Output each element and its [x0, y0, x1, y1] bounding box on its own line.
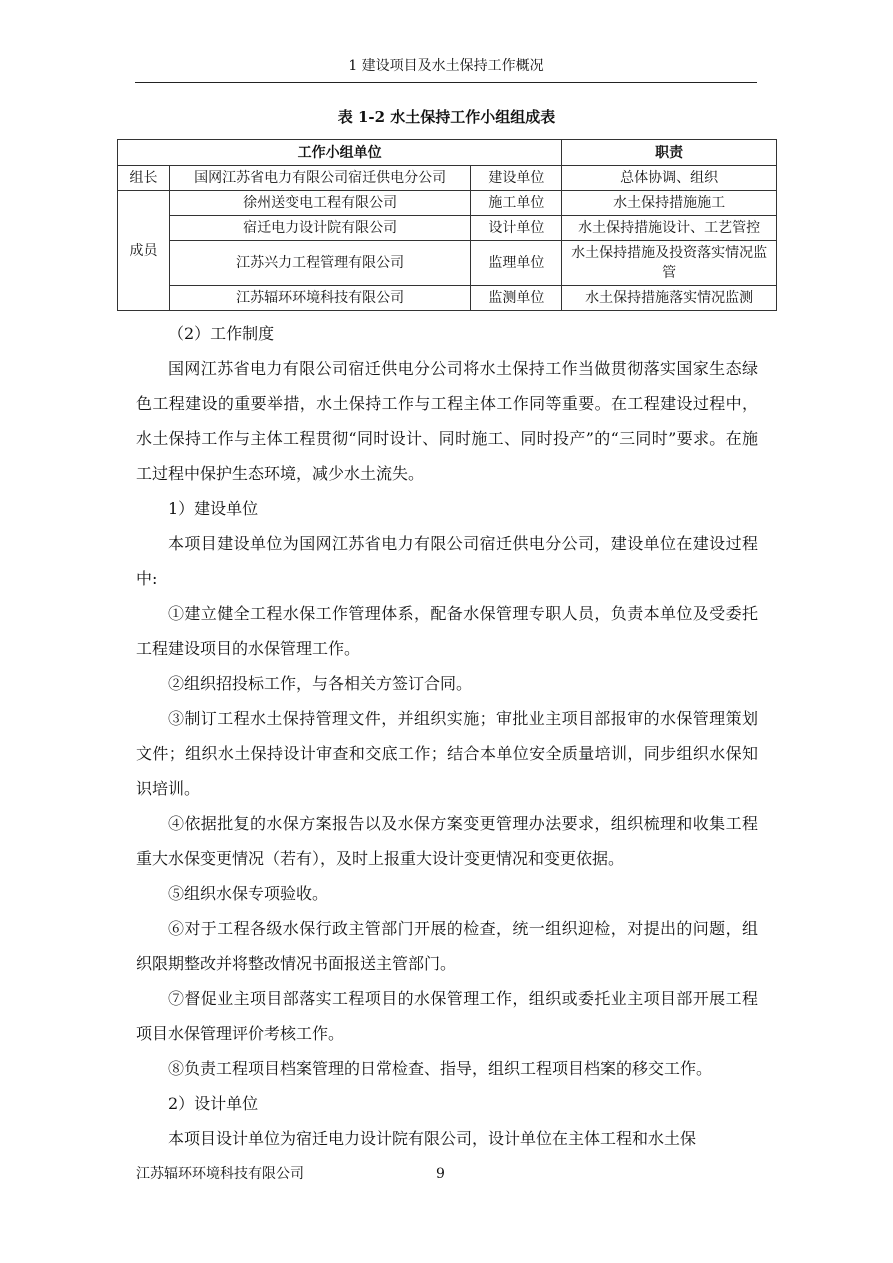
- table-row: [118, 216, 777, 241]
- unit-type-cell: 建设单位: [471, 166, 562, 191]
- list-item: ⑧负责工程项目档案管理的日常检查、指导，组织工程项目档案的移交工作。: [168, 1059, 713, 1078]
- paragraph: 国网江苏省电力有限公司宿迁供电分公司将水土保持工作当做贯彻落实国家生态绿色工程建设的重要举措，水土保持工作与工程主体工作同等重要。在工程建设过程中，水土保持工作与主体工程贯彻“同时设计、同时施工、同时投产”的“三同时”要求。在施工过程中保护生态环境，减少水土流失。: [136, 359, 758, 483]
- body-text: [136, 316, 758, 1156]
- unit-type-cell: 监理单位: [471, 241, 562, 286]
- footer-company: 江苏辐环环境科技有限公司: [136, 1166, 304, 1182]
- list-item: ⑦督促业主项目部落实工程项目的水保管理工作，组织或委托业主项目部开展工程项目水保管理评价考核工作。: [136, 989, 758, 1043]
- company-cell: 国网江苏省电力有限公司宿迁供电分公司: [169, 166, 470, 191]
- list-item: ①建立健全工程水保工作管理体系，配备水保管理专职人员，负责本单位及受委托工程建设项目的水保管理工作。: [136, 604, 758, 658]
- table-row: [118, 241, 777, 286]
- table-row: [118, 191, 777, 216]
- subheading-construction-unit: 1）建设单位: [168, 499, 259, 518]
- page-header: 1 建设项目及水土保持工作概况: [348, 58, 544, 74]
- page-number: 9: [436, 1166, 445, 1182]
- header-unit: 工作小组单位: [118, 140, 562, 166]
- table-header-row: [118, 140, 777, 166]
- subheading-design-unit: 2）设计单位: [168, 1094, 259, 1113]
- duty-cell: 总体协调、组织: [562, 166, 777, 191]
- paragraph: 本项目设计单位为宿迁电力设计院有限公司，设计单位在主体工程和水土保: [168, 1129, 697, 1148]
- unit-type-cell: 设计单位: [471, 216, 562, 241]
- company-cell: 宿迁电力设计院有限公司: [169, 216, 470, 241]
- table-row: [118, 166, 777, 191]
- role-member: 成员: [118, 191, 170, 311]
- list-item: ②组织招投标工作，与各相关方签订合同。: [168, 674, 473, 693]
- table-caption: 表 1-2 水土保持工作小组组成表: [337, 108, 556, 126]
- unit-type-cell: 监测单位: [471, 286, 562, 311]
- paragraph: 本项目建设单位为国网江苏省电力有限公司宿迁供电分公司，建设单位在建设过程中:: [136, 534, 758, 588]
- header-duty: 职责: [562, 140, 777, 166]
- section-heading-work-system: （2）工作制度: [168, 324, 275, 343]
- duty-cell: 水土保持措施施工: [562, 191, 777, 216]
- company-cell: 江苏辐环环境科技有限公司: [169, 286, 470, 311]
- list-item: ④依据批复的水保方案报告以及水保方案变更管理办法要求，组织梳理和收集工程重大水保变更情况（若有），及时上报重大设计变更情况和变更依据。: [136, 814, 758, 868]
- list-item: ⑥对于工程各级水保行政主管部门开展的检查，统一组织迎检，对提出的问题，组织限期整改并将整改情况书面报送主管部门。: [136, 919, 758, 973]
- unit-type-cell: 施工单位: [471, 191, 562, 216]
- header-rule: [135, 82, 757, 83]
- duty-cell: 水土保持措施设计、工艺管控: [562, 216, 777, 241]
- list-item: ⑤组织水保专项验收。: [168, 884, 329, 903]
- duty-cell: 水土保持措施落实情况监测: [562, 286, 777, 311]
- duty-cell: 水土保持措施及投资落实情况监管: [562, 241, 777, 286]
- company-cell: 徐州送变电工程有限公司: [169, 191, 470, 216]
- list-item: ③制订工程水土保持管理文件，并组织实施；审批业主项目部报审的水保管理策划文件；组织水土保持设计审查和交底工作；结合本单位安全质量培训，同步组织水保知识培训。: [136, 709, 758, 798]
- staff-table: [117, 139, 777, 311]
- role-leader: 组长: [118, 166, 170, 191]
- company-cell: 江苏兴力工程管理有限公司: [169, 241, 470, 286]
- table-row: [118, 286, 777, 311]
